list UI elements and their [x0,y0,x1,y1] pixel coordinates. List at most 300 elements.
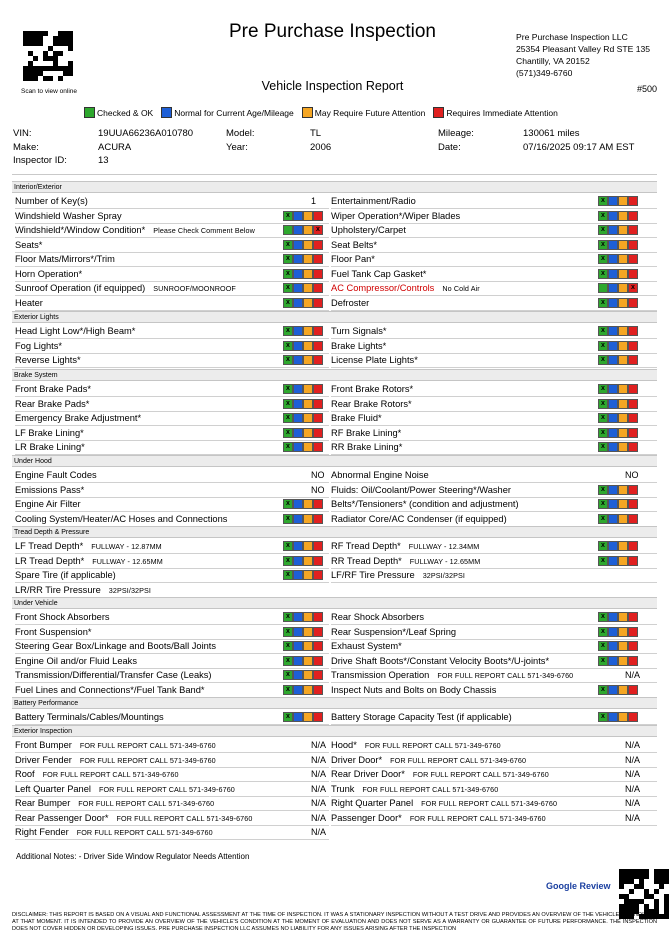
item-label: LR/RR Tire Pressure [15,584,101,595]
green-status-box-icon: x [598,399,608,409]
item-roof [15,767,179,781]
item-label: LF/RF Tire Pressure [331,570,415,580]
item-label: Trunk [331,783,355,794]
item-note: FOR FULL REPORT CALL 571-349-6760 [42,770,179,779]
blue-status-box-icon [608,442,618,452]
item-note: Please Check Comment Below [153,226,255,235]
section-header-interior-exterior: Interior/Exterior [12,181,657,193]
item-label: Abnormal Engine Noise [331,470,429,480]
red-status-box-icon [313,499,323,509]
item-label: Battery Storage Capacity Test (if applicable) [331,712,512,722]
item-note: FOR FULL REPORT CALL 571-349-6760 [79,741,216,750]
model-label: Model: [226,128,255,139]
blue-status-box-icon [293,384,303,394]
item-rear-brake-rotors [331,397,412,411]
red-status-box-icon [628,514,638,524]
status-indicator-green [598,341,638,351]
item-passenger-door [331,811,546,825]
orange-status-box-icon [618,712,628,722]
red-status-box-icon [313,341,323,351]
red-status-box-icon [628,384,638,394]
orange-status-box-icon [303,225,313,235]
red-status-box-icon [313,612,323,622]
status-indicator-green [283,685,323,695]
row-divider [15,338,329,339]
red-status-box-icon [313,211,323,221]
red-status-box-icon [313,399,323,409]
green-status-box-icon: x [598,485,608,495]
item-label: Windshield Washer Spray [15,210,122,221]
item-windshield-window-condition [15,223,255,237]
red-status-box-icon [628,442,638,452]
orange-status-box-icon [618,211,628,221]
item-license-plate-lights [331,353,418,367]
orange-status-box-icon [303,326,313,336]
orange-status-box-icon [618,341,628,351]
item-label: Rear Shock Absorbers [331,612,425,622]
inspector-label: Inspector ID: [13,155,67,166]
date-value: 07/16/2025 09:17 AM EST [523,142,635,153]
row-divider [15,237,329,238]
red-status-box-icon [628,641,638,651]
blue-swatch-icon [161,107,172,118]
status-indicator-green [598,298,638,308]
blue-status-box-icon [293,428,303,438]
red-status-box-icon [313,413,323,423]
company-city: Chantilly, VA 20152 [516,56,590,66]
row-divider [331,295,657,296]
red-status-box-icon [313,326,323,336]
orange-status-box-icon [618,627,628,637]
item-lf-brake-lining [15,426,84,440]
green-status-box-icon: x [283,627,293,637]
green-status-box-icon [598,283,608,293]
status-indicator-green [598,685,638,695]
qr-module [43,31,48,36]
orange-status-box-icon [303,499,313,509]
year-label: Year: [226,142,248,153]
green-status-box-icon: x [283,641,293,651]
divider [12,174,657,175]
legend-checked-ok: Checked & OK [84,107,153,118]
green-status-box-icon: x [283,556,293,566]
status-indicator-green [283,283,323,293]
status-indicator-green [283,428,323,438]
item-trunk [331,782,498,796]
green-status-box-icon: x [598,413,608,423]
red-status-box-icon [628,269,638,279]
item-label: Turn Signals* [331,326,387,336]
red-status-box-icon [313,685,323,695]
green-status-box-icon: x [598,355,608,365]
red-status-box-icon [628,428,638,438]
red-status-box-icon [628,485,638,495]
mileage-value: 130061 miles [523,128,580,139]
item-note: FOR FULL REPORT CALL 571-349-6760 [390,755,527,765]
green-status-box-icon: x [283,612,293,622]
orange-status-box-icon [618,269,628,279]
date-label: Date: [438,142,461,153]
status-indicator-green [598,326,638,336]
blue-status-box-icon [608,499,618,509]
item-entertainment-radio [331,194,416,208]
green-status-box-icon: x [598,712,608,722]
orange-status-box-icon [618,541,628,551]
qr-module [654,889,659,894]
item-head-light-low-high-beam [15,324,135,338]
blue-status-box-icon [608,428,618,438]
item-value: 1 [311,196,317,206]
red-status-box-icon [313,514,323,524]
orange-status-box-icon [618,685,628,695]
orange-status-box-icon [303,712,313,722]
blue-status-box-icon [293,355,303,365]
item-value: N/A [311,740,327,750]
green-status-box-icon: x [598,298,608,308]
orange-status-box-icon [618,384,628,394]
red-status-box-icon [628,656,638,666]
status-indicator-green [598,413,638,423]
item-battery-terminals-cables-mountings [15,710,164,724]
orange-status-box-icon [618,514,628,524]
status-indicator-green [283,341,323,351]
item-note: FOR FULL REPORT CALL 571-349-6760 [421,799,558,808]
status-indicator-green [598,355,638,365]
item-label: Emergency Brake Adjustment* [15,413,142,423]
orange-status-box-icon [618,641,628,651]
item-label: Front Bumper [15,740,72,750]
section-header-tread-depth-pressure: Tread Depth & Pressure [12,526,657,538]
blue-status-box-icon [293,514,303,524]
red-status-box-icon [628,556,638,566]
item-label: Right Quarter Panel [331,798,414,808]
status-indicator-green [598,240,638,250]
red-status-box-icon [628,254,638,264]
item-lf-tread-depth [15,539,162,553]
status-indicator-green [283,298,323,308]
item-note: FOR FULL REPORT CALL 571-349-6760 [437,671,574,680]
item-note: FOR FULL REPORT CALL 571-349-6760 [98,784,235,794]
item-note: FULLWAY - 12.87MM [91,542,162,551]
orange-status-box-icon [618,442,628,452]
disclaimer: DISCLAIMER: THIS REPORT IS BASED ON A VISUAL AND FUNCTIONAL ASSESSMENT AT THE TIME OF INSPECTION. IT WAS A STATIONARY INSPECTION WITHOUT A TEST DRIVE AND PROVIDES AN OVERVIEW OF THE VEHICLE'S CONDITION AT THAT MOMENT. IT IS INTENDED TO PROVIDE AN OVERVIEW OF THE VEHICLE'S CONDITION AT THE MOMENT OF EVALUATION AND DOES NOT SERVE AS A WARRANTY OR GUARANTEE OF FUTURE PERFORMANCE. THE INSPECTION DOES NOT COVER HIDDEN OR DEVELOPING ISSUES. PRE PURCHASE INSPECTION LLC ASSUMES NO LIABILITY FOR ANY ISSUES ARISING AFTER THE INSPECTION [12,912,657,932]
red-status-box-icon [313,428,323,438]
red-status-box-icon [313,641,323,651]
item-note: 32PSI/32PSI [108,585,152,595]
status-indicator-green [283,656,323,666]
green-status-box-icon: x [598,211,608,221]
item-label: Fog Lights* [15,340,63,351]
item-battery-storage-capacity-test-if-applicable [331,710,512,724]
green-status-box-icon: x [283,413,293,423]
section-header-brake-system: Brake System [12,369,657,381]
qr-code-view-online[interactable] [22,30,74,82]
red-status-box-icon [628,326,638,336]
blue-status-box-icon [608,514,618,524]
orange-status-box-icon [303,283,313,293]
green-status-box-icon: x [283,240,293,250]
item-label: Inspect Nuts and Bolts on Body Chassis [331,684,497,695]
orange-status-box-icon [618,556,628,566]
green-status-box-icon: x [283,341,293,351]
blue-status-box-icon [608,211,618,221]
item-rear-suspension-leaf-spring [331,625,456,639]
blue-status-box-icon [293,685,303,695]
item-label: Fluids: Oil/Coolant/Power Steering*/Washer [331,484,511,495]
status-indicator-green [283,399,323,409]
green-status-box-icon: x [598,196,608,206]
status-indicator-green [283,627,323,637]
red-status-box-icon [313,541,323,551]
item-horn-operation [15,267,82,281]
item-label: LR Tread Depth* [15,555,85,566]
orange-status-box-icon [618,355,628,365]
green-status-box-icon: x [283,269,293,279]
blue-status-box-icon [293,283,303,293]
item-emergency-brake-adjustment [15,411,141,425]
status-indicator-green [283,211,323,221]
orange-status-box-icon [303,612,313,622]
status-legend [84,107,558,118]
item-rear-passenger-door [15,811,252,825]
item-label: Horn Operation* [15,268,83,279]
green-status-box-icon: x [598,384,608,394]
item-value: NO [311,484,325,495]
item-heater [15,296,43,310]
blue-status-box-icon [608,298,618,308]
item-value: N/A [625,754,641,765]
item-value: N/A [625,783,641,794]
orange-status-box-icon [618,399,628,409]
item-label: Rear Suspension*/Leaf Spring [331,626,457,637]
item-value: N/A [311,827,327,837]
red-status-box-icon [628,225,638,235]
orange-status-box-icon [303,556,313,566]
item-note: FOR FULL REPORT CALL 571-349-6760 [78,799,215,808]
item-lr-tread-depth [15,554,163,568]
green-status-box-icon: x [598,269,608,279]
item-defroster [331,296,369,310]
blue-status-box-icon [293,341,303,351]
blue-status-box-icon [608,485,618,495]
item-rr-tread-depth [331,554,480,568]
blue-status-box-icon [293,670,303,680]
green-status-box-icon: x [283,326,293,336]
item-note: No Cold Air [442,284,480,293]
qr-module [68,46,73,51]
orange-status-box-icon [618,196,628,206]
red-status-box-icon: x [313,225,323,235]
item-note: FOR FULL REPORT CALL 571-349-6760 [412,770,549,779]
status-indicator-green [598,196,638,206]
item-label: RF Brake Lining* [331,427,402,438]
status-indicator-green [598,712,638,722]
status-indicator-green [283,269,323,279]
item-label: Left Quarter Panel [15,783,91,794]
status-indicator-green [283,499,323,509]
item-value: NO [625,470,639,480]
red-status-box-icon [313,712,323,722]
red-status-box-icon [313,240,323,250]
item-fluids-oil-coolant-power-steering-washer [331,483,511,497]
item-belts-tensioners-condition-and-adjustment [331,497,519,511]
item-label: Engine Oil and/or Fluid Leaks [15,655,137,666]
company-info [516,31,650,79]
orange-status-box-icon [303,428,313,438]
orange-status-box-icon [303,211,313,221]
item-radiator-core-ac-condenser-if-equipped [331,512,507,526]
item-value: N/A [625,798,641,808]
orange-status-box-icon [618,499,628,509]
orange-status-box-icon [618,254,628,264]
red-status-box-icon [628,341,638,351]
item-label: Rear Bumper [15,798,71,808]
green-status-box-icon: x [598,225,608,235]
blue-status-box-icon [608,556,618,566]
blue-status-box-icon [293,326,303,336]
green-status-box-icon: x [598,612,608,622]
qr-module [58,76,63,81]
orange-status-box-icon [303,442,313,452]
red-status-box-icon [628,627,638,637]
qr-module [58,51,63,56]
legend-future-attention: May Require Future Attention [302,107,426,118]
row-divider [331,237,657,238]
item-value: N/A [311,812,327,823]
red-status-box-icon [313,570,323,580]
red-status-box-icon [313,656,323,666]
orange-status-box-icon [618,413,628,423]
orange-status-box-icon [618,298,628,308]
blue-status-box-icon [608,254,618,264]
vin-label: VIN: [13,128,32,139]
status-indicator-green [598,485,638,495]
green-status-box-icon: x [598,685,608,695]
green-status-box-icon: x [598,442,608,452]
item-cooling-system-heater-ac-hoses-and-connections [15,512,227,526]
item-label: RR Brake Lining* [331,442,403,452]
item-label: RF Tread Depth* [331,541,401,551]
status-indicator-green [283,612,323,622]
red-status-box-icon [628,541,638,551]
status-indicator-green [283,240,323,250]
inspector-value: 13 [98,155,109,166]
item-label: RR Tread Depth* [331,555,402,566]
item-label: Head Light Low*/High Beam* [15,326,136,336]
item-brake-fluid [331,411,382,425]
item-label: Fuel Lines and Connections*/Fuel Tank Band* [15,684,205,695]
additional-notes: Additional Notes: - Driver Side Window Regulator Needs Attention [16,852,250,861]
company-phone: (571)349-6760 [516,68,573,78]
blue-status-box-icon [293,612,303,622]
green-status-box-icon: x [598,499,608,509]
green-status-box-icon: x [283,712,293,722]
item-label: Front Shock Absorbers [15,612,110,622]
item-transmission-operation [331,668,573,682]
green-status-box-icon: x [283,514,293,524]
row-divider [15,367,329,368]
blue-status-box-icon [608,413,618,423]
status-indicator-green [598,612,638,622]
item-number-of-key-s [15,194,88,208]
item-emissions-pass [15,483,84,497]
item-note: FOR FULL REPORT CALL 571-349-6760 [362,784,499,794]
item-front-brake-pads [15,382,91,396]
item-front-brake-rotors [331,382,413,396]
item-label: Front Brake Rotors* [331,384,414,394]
status-indicator-green [283,326,323,336]
green-status-box-icon: x [598,656,608,666]
item-label: Emissions Pass* [15,484,85,495]
status-indicator-green [598,384,638,394]
blue-status-box-icon [293,570,303,580]
green-status-box-icon: x [598,514,608,524]
green-status-box-icon: x [598,341,608,351]
green-status-box-icon: x [598,641,608,651]
status-indicator-green [598,442,638,452]
item-fuel-lines-and-connections-fuel-tank-band [15,683,205,697]
status-indicator-green [598,541,638,551]
green-status-box-icon: x [283,384,293,394]
item-note: FOR FULL REPORT CALL 571-349-6760 [409,813,546,823]
item-lr-brake-lining [15,440,85,454]
item-label: Seat Belts* [331,239,377,250]
qr-module [659,884,664,889]
blue-status-box-icon [608,541,618,551]
section-header-under-hood: Under Hood [12,455,657,467]
item-value: N/A [311,754,327,765]
section-header-exterior-lights: Exterior Lights [12,311,657,323]
orange-status-box-icon [303,570,313,580]
blue-status-box-icon [608,612,618,622]
order-number: #500 [636,84,657,94]
item-engine-oil-and-or-fluid-leaks [15,654,137,668]
orange-status-box-icon [303,670,313,680]
orange-status-box-icon [303,685,313,695]
item-label: Entertainment/Radio [331,196,416,206]
green-status-box-icon: x [283,355,293,365]
make-label: Make: [13,142,39,153]
status-indicator-green [283,442,323,452]
status-indicator-green [598,225,638,235]
green-status-box-icon: x [283,211,293,221]
qr-module [619,884,624,889]
legend-normal: Normal for Current Age/Mileage [161,107,294,118]
red-swatch-icon [433,107,444,118]
green-status-box-icon: x [283,254,293,264]
orange-status-box-icon [303,541,313,551]
status-indicator-green [598,211,638,221]
google-review-link[interactable]: Google Review [546,881,611,891]
red-status-box-icon [313,442,323,452]
item-label: Number of Key(s) [15,196,88,206]
blue-status-box-icon [608,355,618,365]
status-indicator-green [598,656,638,666]
qr-module [664,879,669,884]
red-status-box-icon [628,685,638,695]
company-name: Pre Purchase Inspection LLC [516,32,628,42]
item-label: Floor Pan* [331,254,375,264]
red-status-box-icon [313,670,323,680]
item-seat-belts [331,238,377,252]
item-label: Reverse Lights* [15,355,81,365]
qr-module [48,76,53,81]
item-note: FOR FULL REPORT CALL 571-349-6760 [79,755,216,765]
red-status-box-icon [313,556,323,566]
item-turn-signals [331,324,386,338]
green-status-box-icon: x [283,298,293,308]
blue-status-box-icon [293,269,303,279]
